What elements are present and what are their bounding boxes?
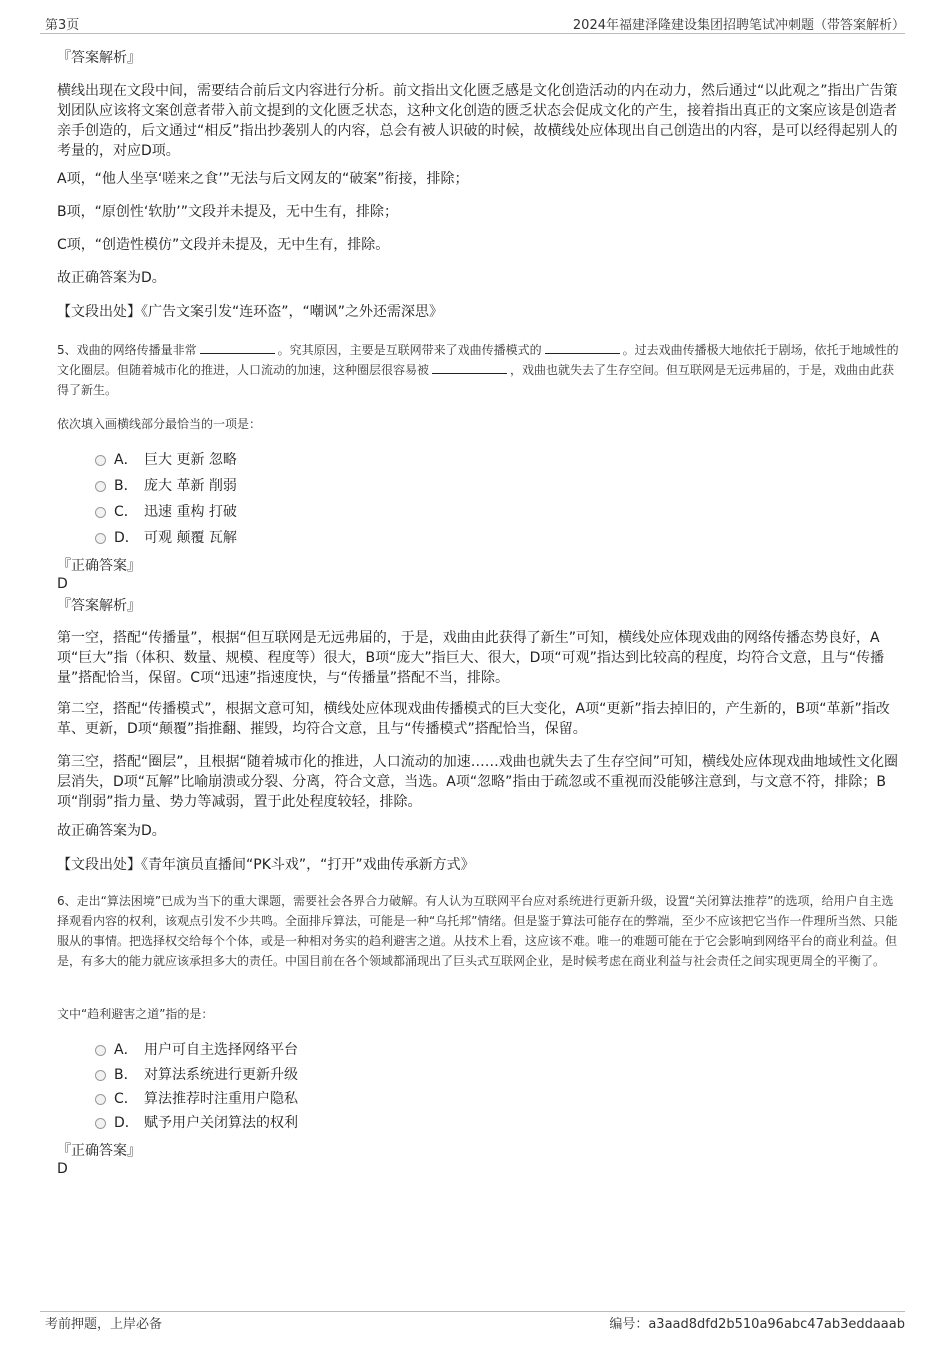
analysis-b: B项，“原创性‘软肋’”文段并未提及，无中生有，排除；	[57, 204, 399, 220]
q5-option-c[interactable]	[95, 502, 237, 522]
answer-label: 『正确答案』	[57, 1143, 141, 1159]
blank	[545, 341, 620, 354]
q6-option-d[interactable]	[95, 1113, 298, 1133]
answer: D	[57, 1161, 68, 1177]
option-letter: A．	[114, 452, 138, 468]
conclusion: 故正确答案为D。	[57, 823, 166, 839]
radio-icon[interactable]	[95, 455, 106, 466]
option-letter: B．	[114, 1067, 138, 1083]
document-title: 2024年福建泽隆建设集团招聘笔试冲刺题（带答案解析）	[572, 18, 905, 33]
answer-label: 『正确答案』	[57, 558, 141, 574]
analysis-text: 横线出现在文段中间，需要结合前后文内容进行分析。前文指出文化匮乏感是文化创造活动的内在动力，然后通过“以此观之”指出广告策划团队应该将文案创意者带入前文提到的文化匮乏状态，这种文化创造的匮乏状态会促成文化的产生，接着指出真正的文案应该是创造者亲手创造的，后文通过“相反”指出抄袭别人的内容，总会有被人识破的时候，故横线处应体现出自己创造出的内容，是可以经得起别人的考量的，对应D项。	[57, 83, 898, 159]
document-code: 编号：a3aad8dfd2b510a96abc47ab3eddaaab	[609, 1317, 905, 1332]
radio-icon[interactable]	[95, 1045, 106, 1056]
answer: D	[57, 576, 68, 592]
blank	[432, 361, 507, 374]
q6-option-b[interactable]	[95, 1065, 298, 1085]
conclusion: 故正确答案为D。	[57, 270, 166, 286]
option-text: 巨大 更新 忽略	[144, 452, 237, 468]
blank	[200, 341, 275, 354]
source: 【文段出处】《广告文案引发“连环盗”，“嘲讽”之外还需深思》	[57, 304, 444, 320]
analysis-label: 『答案解析』	[57, 50, 141, 66]
q5-part: 。究其原因，主要是互联网带来了戏曲传播模式的	[277, 343, 542, 357]
analysis-a: A项，“他人坐享‘嗟来之食’”无法与后文网友的“破案”衔接，排除；	[57, 171, 469, 187]
option-letter: D．	[114, 1115, 139, 1131]
q5-part: ，戏曲也就失去了生存空间。但互联网是无远弗届的，于是，戏曲由此获得了新生。	[57, 363, 895, 397]
option-text: 庞大 革新 削弱	[144, 478, 237, 494]
option-text: 用户可自主选择网络平台	[144, 1042, 298, 1058]
q5-option-b[interactable]	[95, 476, 237, 496]
radio-icon[interactable]	[95, 507, 106, 518]
analysis-2: 第二空，搭配“传播模式”，根据文意可知，横线处应体现戏曲传播模式的巨大变化，A项“更新”指去掉旧的，产生新的，B项“革新”指改革、更新，D项“颠覆”指推翻、摧毁，均符合文意，且与“传播模式”搭配恰当，保留。	[57, 701, 890, 737]
source: 【文段出处】《青年演员直播间“PK斗戏”，“打开”戏曲传承新方式》	[57, 857, 475, 873]
question-5-text	[57, 340, 902, 400]
radio-icon[interactable]	[95, 1118, 106, 1129]
option-letter: C．	[114, 504, 138, 520]
footer-divider	[40, 1311, 905, 1312]
radio-icon[interactable]	[95, 1094, 106, 1105]
q5-option-d[interactable]	[95, 528, 237, 548]
header-divider	[40, 33, 905, 34]
option-text: 可观 颠覆 瓦解	[144, 530, 237, 546]
analysis-label: 『答案解析』	[57, 598, 141, 614]
q6-option-c[interactable]	[95, 1089, 298, 1109]
option-letter: B．	[114, 478, 138, 494]
option-text: 对算法系统进行更新升级	[144, 1067, 298, 1083]
option-letter: C．	[114, 1091, 138, 1107]
page-number: 第3页	[45, 18, 80, 33]
question-6-text: 6、走出“算法困境”已成为当下的重大课题，需要社会各界合力破解。有人认为互联网平台应对系统进行更新升级，设置“关闭算法推荐”的选项，给用户自主选择观看内容的权利，该观点引发不少共鸣。全面排斥算法，可能是一种“乌托邦”情绪。但是鉴于算法可能存在的弊端，至少不应该把它当作一件理所当然、只能服从的事情。把选择权交给每个个体，或是一种相对务实的趋利避害之道。从技术上看，这应该不难。唯一的难题可能在于它会影响到网络平台的商业利益。但是，有多大的能力就应该承担多大的责任。中国目前在各个领域都涌现出了巨头式互联网企业，是时候考虑在商业利益与社会责任之间实现更周全的平衡了。	[57, 894, 898, 968]
option-text: 算法推荐时注重用户隐私	[144, 1091, 298, 1107]
option-letter: D．	[114, 530, 139, 546]
question-6-prompt: 文中“趋利避害之道”指的是：	[57, 1007, 214, 1021]
q6-option-a[interactable]	[95, 1040, 298, 1060]
q5-option-a[interactable]	[95, 450, 237, 470]
footer-slogan: 考前押题，上岸必备	[45, 1317, 163, 1332]
option-text: 迅速 重构 打破	[144, 504, 237, 520]
question-5-prompt: 依次填入画横线部分最恰当的一项是：	[57, 417, 262, 431]
analysis-3: 第三空，搭配“圈层”，且根据“随着城市化的推进，人口流动的加速……戏曲也就失去了生存空间”可知，横线处应体现戏曲地域性文化圈层消失，D项“瓦解”比喻崩溃或分裂、分离，符合文意，当选。A项“忽略”指由于疏忽或不重视而没能够注意到，与文意不符，排除；B项“削弱”指力量、势力等减弱，置于此处程度较轻，排除。	[57, 754, 899, 810]
q5-part: 5、戏曲的网络传播量非常	[57, 343, 197, 357]
radio-icon[interactable]	[95, 481, 106, 492]
radio-icon[interactable]	[95, 1070, 106, 1081]
option-text: 赋予用户关闭算法的权利	[144, 1115, 298, 1131]
analysis-1: 第一空，搭配“传播量”，根据“但互联网是无远弗届的，于是，戏曲由此获得了新生”可知，横线处应体现戏曲的网络传播态势良好，A项“巨大”指（体积、数量、规模、程度等）很大，B项“庞大”指巨大、很大，D项“可观”指达到比较高的程度，均符合文意，且与“传播量”搭配恰当，保留。C项“迅速”指速度快，与“传播量”搭配不当，排除。	[57, 630, 885, 686]
analysis-c: C项，“创造性模仿”文段并未提及，无中生有，排除。	[57, 237, 390, 253]
q5-part: 。过去戏曲传播极大地依托于剧场，依托于地域性的文化圈层。但随着城市化的推进，人口流动的加速，这种圈层很容易被	[57, 343, 899, 377]
radio-icon[interactable]	[95, 533, 106, 544]
option-letter: A．	[114, 1042, 138, 1058]
